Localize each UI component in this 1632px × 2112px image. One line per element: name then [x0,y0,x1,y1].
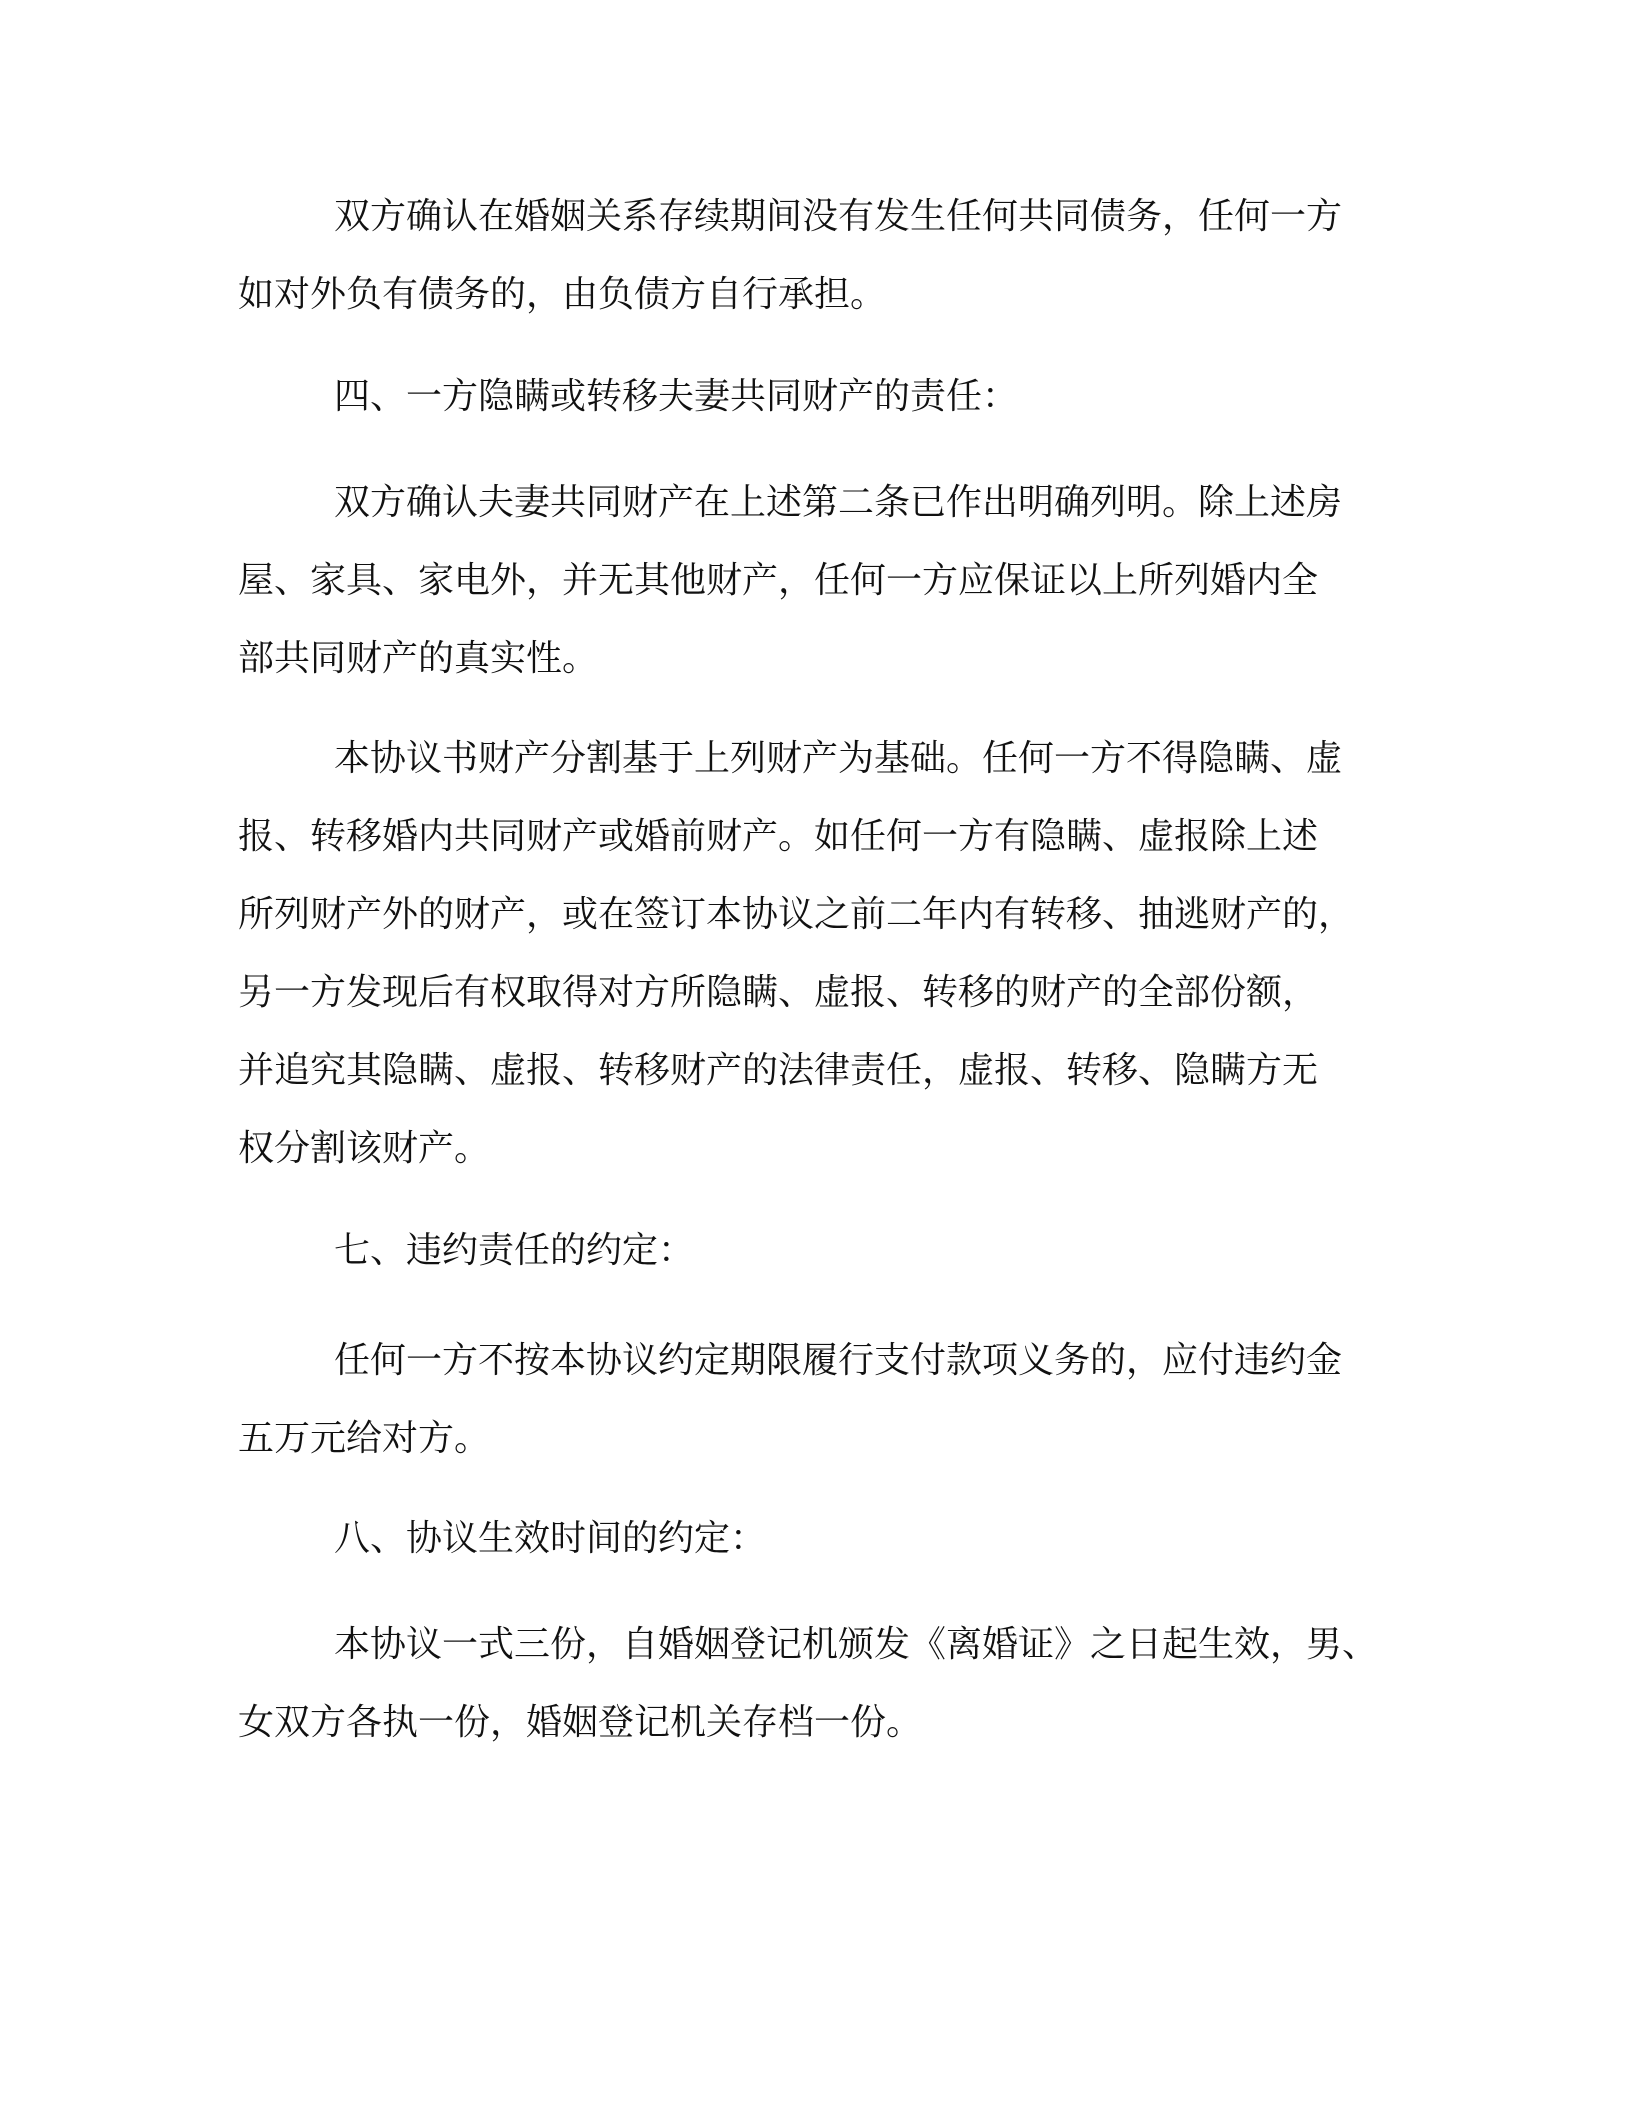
paragraph-line: 权分割该财产。 [238,1128,491,1169]
paragraph-property-listing [238,464,1400,698]
section-heading-breach [238,1212,1400,1290]
paragraph-line: 任何一方不按本协议约定期限履行支付款项义务的，应付违约金 [334,1340,1343,1381]
paragraph-line: 女双方各执一份，婚姻登记机关存档一份。 [238,1702,923,1743]
paragraph-line: 报、转移婚内共同财产或婚前财产。如任何一方有隐瞒、虚报除上述 [238,816,1319,857]
paragraph-line: 屋、家具、家电外，并无其他财产，任何一方应保证以上所列婚内全 [238,560,1319,601]
heading-line: 四、一方隐瞒或转移夫妻共同财产的责任： [334,376,1019,417]
paragraph-penalty [238,1322,1400,1478]
heading-line: 七、违约责任的约定： [334,1230,695,1271]
paragraph-line: 所列财产外的财产，或在签订本协议之前二年内有转移、抽逃财产的， [238,894,1355,935]
heading-line: 八、协议生效时间的约定： [334,1518,767,1559]
paragraph-line: 并追究其隐瞒、虚报、转移财产的法律责任，虚报、转移、隐瞒方无 [238,1050,1319,1091]
paragraph-copies [238,1606,1400,1762]
section-heading-concealment [238,358,1400,436]
paragraph-line: 另一方发现后有权取得对方所隐瞒、虚报、转移的财产的全部份额， [238,972,1319,1013]
section-heading-effective-date [238,1500,1400,1578]
paragraph-line: 五万元给对方。 [238,1418,491,1459]
paragraph-common-debts [238,178,1400,334]
paragraph-property-division [238,720,1400,1188]
paragraph-line: 双方确认在婚姻关系存续期间没有发生任何共同债务，任何一方 [334,196,1343,237]
paragraph-line: 双方确认夫妻共同财产在上述第二条已作出明确列明。除上述房 [334,482,1343,523]
paragraph-line: 本协议一式三份，自婚姻登记机颁发《离婚证》之日起生效，男、 [334,1624,1379,1665]
paragraph-line: 部共同财产的真实性。 [238,638,599,679]
paragraph-line: 本协议书财产分割基于上列财产为基础。任何一方不得隐瞒、虚 [334,738,1343,779]
paragraph-line: 如对外负有债务的，由负债方自行承担。 [238,274,887,315]
